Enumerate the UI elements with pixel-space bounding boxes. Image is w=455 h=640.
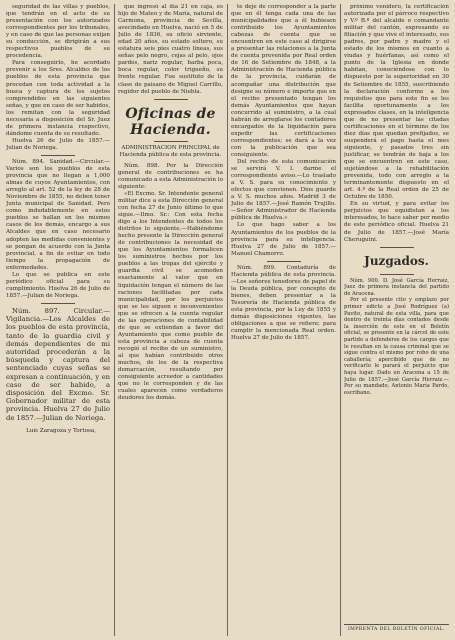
- paragraph: seguridad de las villas y pueblos, que tendrán en el acto de su presentación con los autorizados correspondientes por los tribunales, y en caso de que las personas exijan su conducción, se dirigirán a sus respectivos pueblos de su procedencia.: [6, 4, 110, 60]
- column-rule: [227, 4, 228, 636]
- separator: [154, 141, 188, 142]
- section-title: Juzgados.: [364, 253, 429, 268]
- paragraph: Núm. 894. Sanidad.—Circular.—Varios son los pueblos de esta provincia que no llegan a 1,000 almas de cuyos Ayuntamientos, con arreglo al art. 52 de la ley de 28 de Noviembre de 1855, no deben tener Junta municipal de Sanidad. Pero como indudablemente en estos pueblos se hallan en los mismos casos de los demás, encargo a sus Alcaldes que en caso necesario adopten las medidas convenientes y se pongan de acuerdo con la Junta provincial, a fin de evitar en todo tiempo la propagación de enfermedades.: [6, 158, 110, 271]
- separator: [41, 155, 75, 156]
- paragraph: Para conseguirlo, he acordado prevenir a los Sres. Alcaldes de los pueblos de esta provincia que procedan con toda actividad a la busca y captura de los sujetos comprendidos en las siguientes señas, y que en caso de ser habidos, los remitan con la seguridad necesaria a disposición del Sr. Juez de primera instancia respectivo, dándome cuenta de su resultado.: [6, 60, 110, 137]
- imprint-line: IMPRENTA DEL BOLETÍN OFICIAL.: [344, 624, 449, 632]
- paragraph: que ingresó al día 21 en caja, es hijo de Mateo y de María, natural de Carmona, provincia de Sevilla, avecindado en Huelva, nació en 5 de Julio de 1836, su oficio sirviente, edad 20 años, su estado soltero, su estatura seis pies cuatro líneas, sus señas pelo negro, cejas al pelo, ojos pardos, nariz regular, barba poca, boca regular, color trigueño, su frente regular. Fue sustituto de la clase de paisano de Miguel Carrillo, regidor del pueblo de Niebla.: [118, 4, 223, 95]
- column-rule: [114, 4, 115, 636]
- paragraph: te deje de corresponder a la parte que en él tenga cada una de las municipalidades que a él hubiesen contribuido los Ayuntamientos cabezas de cuenta que se encuentren en este caso al dirigirse a presentar las relaciones a la Junta de cuenta prevenida por Real orden de 16 de Setiembre de 1848, a la Administración de Hacienda pública de la provincia, cuidarán de acompañar una distribución que designe su número e importe que en el recibo presentado tengan los demás Ayuntamientos que hayan concurrido al suministro, a la cual habrán de arreglarse los contadores encargados de la liquidación para expedir las certificaciones correspondientes; se dará a la vez con la publicación que sea consiguiente.: [231, 4, 336, 158]
- paragraph: «El Excmo. Sr. Intendente general militar dice a esta Dirección general con fecha 27 de Junio último lo que sigue.—Ilmo. Sr.: Con esta fecha digo a los Intendentes de todos los distritos lo siguiente.—Habiéndome hecho presente la Dirección general de contribuciones la necesidad de que los Ayuntamientos formalicen los suministros hechos por los pueblos a las tropas del ejército y guardia civil se acomoden exactamente al valor que en liquidación tengan el número de las raciones facilitadas por cada municipalidad, por los perjuicios que se les siguen e inconvenientes que se ofrecen a la cuenta regular de las operaciones de contabilidad de que se extiendan a favor del Ayuntamiento que como pueblo de esta provincia a cabeza de cuenta recogió el recibo de un suministro, al que habían contribuido otros muchos, de los de la respectiva demarcación, resultando por consiguiente acreedor a cantidades que no le corresponden y de las cuales aparecen como verdaderos deudores los demás.: [118, 190, 223, 402]
- section-subtitle: ADMINISTRACION PRINCIPAL de Hacienda pública de esta provincia.: [119, 144, 222, 158]
- paragraph: Del recibo de esta comunicación se servirá V. I. darme el correspondiente aviso.—Lo traslado a V. S. para su conocimiento y efectos que convienen. Dios guarde a V. S. muchos años. Madrid 3 de Julio de 1857.—José Ramón Trujillo.—Señor Administrador de Hacienda pública de Huelva.»: [231, 159, 336, 222]
- separator: [41, 303, 75, 304]
- paragraph: próximo venidero, la certificación autorizada por el párroco respectivo y V.º B.º del alcalde o comandante militar del cantón, expresando su filiación y que vive el interesado, sus padres, por padre y madre y el estado de los mismos en cuanto a viudas y huérfanas, así como el punto de la Iglesia en donde habitan, conociéndose con lo dispuesto por la superioridad en 30 de Setiembre de 1855, suscribiendo la declaración conforme a los requisitos que para este fin se les facilita oportunamente a los expresados clases, en la inteligencia que de no presentar las citadas certificaciones en el término de los diez días que quedan prefijados, se suspenderá el pago hasta el mes siguiente, y pasados tres sin justificar, se tendrán de baja a los que se encuentren en este caso, sujetándose a la rehabilitación prevenida, todo con arreglo a la terminantemente dispuesto en el art. 4.º de la Real orden de 25 de Octubre de 1850.: [344, 4, 449, 201]
- paragraph: Núm. 897. Circular.—Vigilancia.—Los Alcaldes de los pueblos de esta provincia, tanto de la guardia civil y demás dependientes de mi autoridad procederán a la búsqueda y captura del sentenciado cuyas señas se expresan a continuación, y en caso de ser habido, a disposición del Excmo. Sr. Gobernador militar de esta provincia. Huelva 27 de Julio de 1857.—Julian de Noriega.: [6, 306, 110, 422]
- column-2: [118, 4, 223, 636]
- separator: [154, 99, 188, 100]
- paragraph: Núm. 898. Por la Dirección general de contribuciones se ha comunicado a esta Administración lo siguiente:: [118, 162, 223, 190]
- paragraph: Núm. 900. D. José García Herraiz, Juez de primera instancia del partido de Aracena.: [344, 277, 449, 297]
- column-rule: [340, 4, 341, 636]
- section-title: Oficinas de Hacienda.: [125, 105, 216, 138]
- paragraph: Núm. 899. Contaduría de Hacienda pública de esta provincia.—Los señores tenedores de papel de la Deuda pública, por concepto de bienes, deben presentar a la Tesorería de Hacienda pública de esta provincia, por la Ley de 1855 y demás disposiciones vigentes, las obligaciones a que se refiere; para cumplir la mencionada Real orden. Huelva 27 de Julio de 1857.: [231, 264, 336, 342]
- signature-line: Huelva 26 de Julio de 1857.—Julian de Noriega.: [6, 137, 110, 151]
- separator: [380, 274, 414, 275]
- column-4: [344, 4, 449, 616]
- signature-line: En su virtud, y para evitar los perjuicios que equidistan a los interesados, lo hace saber por medio de este periódico oficial. Huelva 21 de Julio de 1857.—José María Cheruguini.: [344, 201, 449, 243]
- separator: [267, 261, 301, 262]
- column-3: [231, 4, 336, 636]
- separator: [380, 247, 414, 248]
- column-1: [6, 4, 110, 636]
- signature-line: Lo que se publica en este periódico oficial para su cumplimiento. Huelva 26 de Julio de 1857.—Julian de Noriega.: [6, 271, 110, 299]
- paragraph: Por el presente cito y emplazo por primer edicto a José Rodríguez (a) Pavito, natural de esta villa, para que dentro de treinta días contados desde la inserción de este en el Boletín oficial, se presente en la cárcel de este partido a defenderse de los cargos que le resultan en la causa criminal que se sigue contra el mismo por robo de una caballería; apercibido que de no verificarlo le parará el perjuicio que haya lugar. Dado en Aracena a 15 de Julio de 1857.—José García Herraiz.—Por su mandado, Antonio María Pardo, escribano.: [344, 297, 449, 396]
- signature-line: Luis Zaragoza y Tortosa,: [26, 427, 96, 434]
- signature-line: Lo que hago saber a los Ayuntamientos de los pueblos de la provincia para su inteligencia. Huelva 27 de Julio de 1857.—Manuel Chamorro.: [231, 222, 336, 257]
